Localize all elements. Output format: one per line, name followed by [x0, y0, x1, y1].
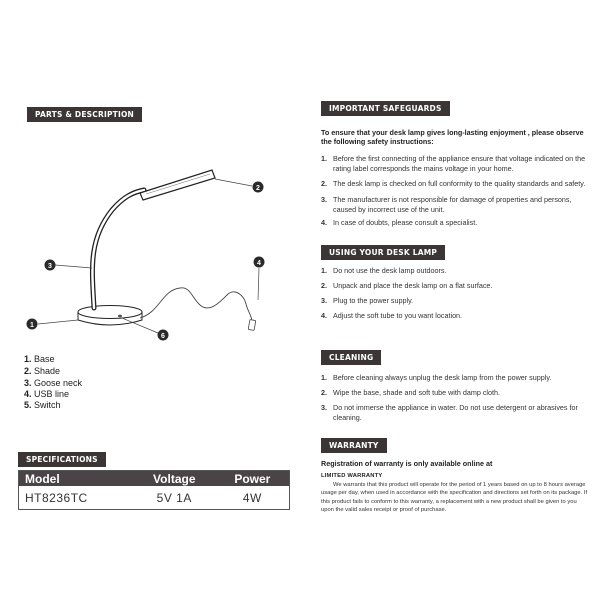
cleaning-heading: CLEANING	[321, 350, 381, 365]
safeguards-intro: To ensure that your desk lamp gives long-lasting enjoyment , please observe the following safety instructions:	[321, 128, 584, 146]
list-item: 3. The manufacturer is not responsible for damage of properties and persons, caused by incorrect use of the unit.	[321, 195, 572, 214]
callout-1	[27, 319, 38, 330]
using-your-desk-lamp-heading: USING YOUR DESK LAMP	[321, 245, 445, 260]
lamp-shade	[140, 170, 215, 200]
goose-neck	[92, 190, 144, 308]
callout-3	[45, 260, 56, 271]
callout-4	[254, 257, 265, 268]
important-safeguards-heading: IMPORTANT SAFEGUARDS	[321, 101, 450, 116]
callout-2	[253, 182, 264, 193]
svg-text:4: 4	[257, 260, 261, 267]
cell-model: HT8236TC	[25, 490, 88, 505]
legend-item-goose-neck: 3. Goose neck	[24, 378, 83, 388]
specifications-heading: SPECIFICATIONS	[18, 452, 106, 467]
list-item: 1. Before the first connecting of the appliance ensure that voltage indicated on the rating label corresponds the mains voltage in your home.	[321, 154, 586, 173]
list-item: 3. Plug to the power supply.	[321, 296, 414, 305]
list-item: 4. In case of doubts, please consult a specialist.	[321, 218, 478, 227]
limited-warranty-title: LIMITED WARRANTY	[321, 473, 383, 479]
parts-description-heading: PARTS & DESCRIPTION	[27, 107, 142, 122]
list-item: 2. Unpack and place the desk lamp on a flat surface.	[321, 281, 493, 290]
legend-item-base: 1. Base	[24, 354, 55, 364]
usb-cable	[140, 288, 252, 322]
svg-text:2: 2	[256, 185, 260, 192]
callout-6	[158, 330, 169, 341]
list-item: 1. Do not use the desk lamp outdoors.	[321, 266, 447, 275]
list-item: 3. Do not immerse the appliance in water. Do not use detergent or abrasives for cleaning.	[321, 403, 578, 422]
table-header-row	[19, 471, 290, 487]
lamp-diagram	[0, 150, 290, 350]
warranty-body: We warrants that this product will operate for the period of 1 years based on up to 8 hours average usage per day, when used in accordance with the specification and directions set forth on its package. If this product fails to conform to this warranty, a replacement with a new product shall be given to you upon the valid sales receipt or proof of purchase.	[321, 482, 588, 514]
cell-voltage: 5V 1A	[156, 490, 192, 505]
svg-text:3: 3	[48, 263, 52, 270]
specifications-table	[18, 470, 290, 510]
column-header-voltage: Voltage	[133, 471, 216, 487]
column-header-power: Power	[216, 471, 290, 487]
cell-power: 4W	[242, 490, 262, 505]
legend-item-shade: 2. Shade	[24, 366, 61, 376]
switch-icon	[118, 315, 122, 318]
list-item: 4. Adjust the soft tube to you want location.	[321, 311, 463, 320]
svg-text:6: 6	[161, 333, 165, 340]
svg-text:1: 1	[30, 322, 34, 329]
usb-plug	[248, 320, 256, 331]
warranty-heading: WARRANTY	[321, 438, 387, 453]
table-row	[19, 486, 290, 509]
list-item: 2. Wipe the base, shade and soft tube with damp cloth.	[321, 388, 501, 397]
list-item: 1. Before cleaning always unplug the desk lamp from the power supply.	[321, 373, 552, 382]
legend-item-switch: 5. Switch	[24, 400, 61, 410]
column-header-model: Model	[19, 471, 133, 487]
legend-item-usb-line: 4. USB line	[24, 389, 70, 399]
warranty-registration: Registration of warranty is only available online at	[321, 459, 493, 468]
list-item: 2. The desk lamp is checked on full conformity to the quality standards and safety.	[321, 179, 586, 188]
